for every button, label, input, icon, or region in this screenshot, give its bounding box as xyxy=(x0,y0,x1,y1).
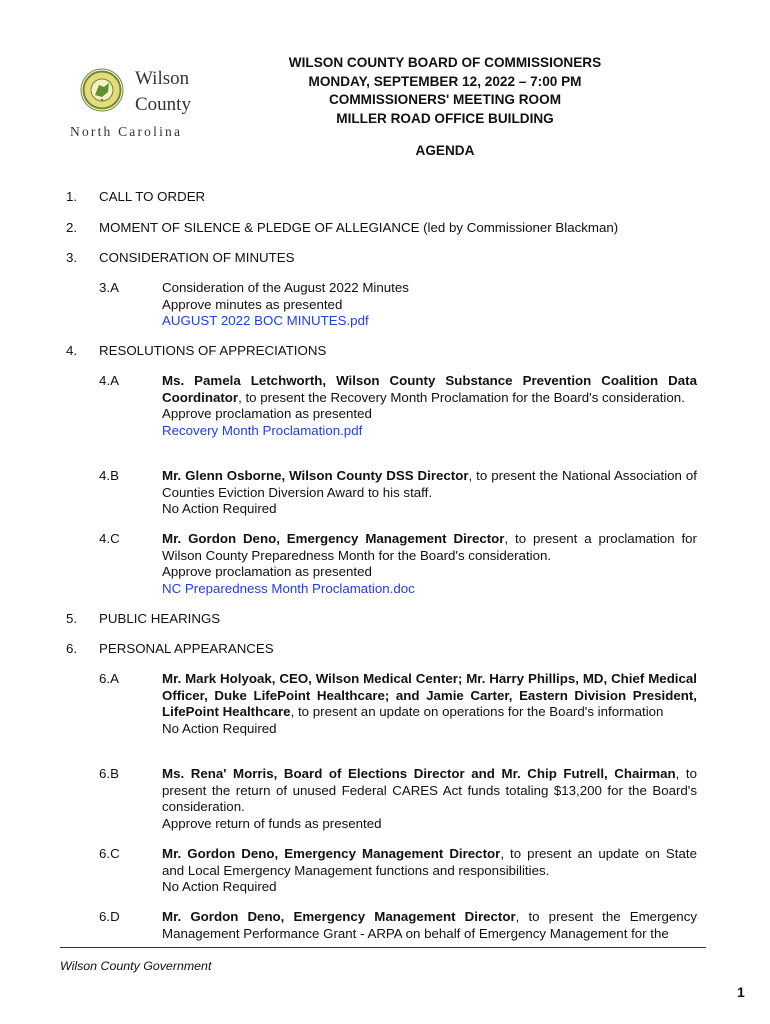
footer-text: Wilson County Government xyxy=(60,959,212,973)
presenter-name: Ms. Rena' Morris, Board of Elections Director and Mr. Chip Futrell, Chairman xyxy=(162,766,676,781)
logo-word-county: County xyxy=(135,94,191,115)
subitem-body xyxy=(162,468,697,518)
subitem-body xyxy=(162,280,697,330)
subitem-number: 4.B xyxy=(99,468,119,483)
subitem-description xyxy=(162,766,697,816)
subitem-action: Approve minutes as presented xyxy=(162,296,343,312)
presenter-name: Mr. Gordon Deno, Emergency Management Director xyxy=(162,531,505,546)
subitem-purpose: , to present the return of unused Federal CARES Act funds totaling $13,200 for the Board's consideration. xyxy=(162,766,697,815)
subitem-action: Approve proclamation as presented xyxy=(162,564,372,580)
subitem-number: 4.C xyxy=(99,531,120,546)
county-logo xyxy=(70,62,220,144)
subitem-number: 6.D xyxy=(99,909,120,924)
subitem-purpose: , to present the Emergency Management Performance Grant - ARPA on behalf of Emergency Management for the xyxy=(162,909,697,941)
item-number: 4. xyxy=(66,343,78,358)
subitem-description xyxy=(162,671,697,721)
item-title: PUBLIC HEARINGS xyxy=(99,611,221,626)
subitem-body xyxy=(162,671,697,737)
header-building: MILLER ROAD OFFICE BUILDING xyxy=(336,110,554,126)
logo-word-wilson: Wilson xyxy=(135,68,190,89)
item-title: MOMENT OF SILENCE & PLEDGE OF ALLEGIANCE (led by Commissioner Blackman) xyxy=(99,220,619,235)
subitem-action: Approve return of funds as presented xyxy=(162,815,382,831)
item-number: 6. xyxy=(66,641,78,656)
subitem-action: Approve proclamation as presented xyxy=(162,406,372,422)
subitem-number: 6.A xyxy=(99,671,119,686)
header-board-name: WILSON COUNTY BOARD OF COMMISSIONERS xyxy=(288,55,602,70)
subitem-action: No Action Required xyxy=(162,879,277,895)
logo-state: North Carolina xyxy=(70,124,183,139)
subitem-body xyxy=(162,766,697,832)
subitem-description xyxy=(162,909,697,942)
subitem-action: No Action Required xyxy=(162,501,277,517)
subitem-text: Consideration of the August 2022 Minutes xyxy=(162,280,409,295)
item-number: 5. xyxy=(66,611,78,626)
attachment-link[interactable]: Recovery Month Proclamation.pdf xyxy=(162,422,363,438)
agenda-title: AGENDA xyxy=(415,143,475,158)
subitem-number: 4.A xyxy=(99,373,119,388)
subitem-action: No Action Required xyxy=(162,720,277,736)
meeting-header xyxy=(220,54,670,128)
subitem-description xyxy=(162,373,697,406)
item-title: CALL TO ORDER xyxy=(99,189,206,204)
page-number: 1 xyxy=(737,984,745,1000)
footer-divider xyxy=(60,947,706,948)
item-title: CONSIDERATION OF MINUTES xyxy=(99,250,295,265)
subitem-purpose: , to present an update on State and Local Emergency Management functions and responsibilities. xyxy=(162,846,697,878)
subitem-purpose: , to present a proclamation for Wilson County Preparedness Month for the Board's consideration. xyxy=(162,531,697,563)
subitem-number: 6.B xyxy=(99,766,119,781)
subitem-body xyxy=(162,373,697,439)
attachment-link[interactable]: NC Preparedness Month Proclamation.doc xyxy=(162,580,415,596)
item-number: 2. xyxy=(66,220,78,235)
subitem-body xyxy=(162,531,697,597)
item-number: 1. xyxy=(66,189,78,204)
subitem-description xyxy=(162,846,697,879)
subitem-purpose: , to present the National Association of Counties Eviction Diversion Award to his staff. xyxy=(162,468,697,500)
subitem-number: 3.A xyxy=(99,280,119,295)
item-title: PERSONAL APPEARANCES xyxy=(99,641,274,656)
presenter-name: Mr. Mark Holyoak, CEO, Wilson Medical Center; Mr. Harry Phillips, MD, Chief Medical Officer, Duke LifePoint Healthcare; and Jamie Carter, Eastern Division President, LifePoint Healthcare xyxy=(162,671,697,720)
subitem-body xyxy=(162,909,697,942)
header-room: COMMISSIONERS' MEETING ROOM xyxy=(328,92,562,107)
subitem-body xyxy=(162,846,697,896)
presenter-name: Mr. Gordon Deno, Emergency Management Director xyxy=(162,909,516,924)
presenter-name: Mr. Gordon Deno, Emergency Management Director xyxy=(162,846,501,861)
presenter-name: Ms. Pamela Letchworth, Wilson County Substance Prevention Coalition Data Coordinator xyxy=(162,373,697,405)
subitem-description xyxy=(162,468,697,501)
subitem-purpose: , to present an update on operations for the Board's information xyxy=(290,704,664,720)
header-date-time: MONDAY, SEPTEMBER 12, 2022 – 7:00 PM xyxy=(308,73,582,89)
attachment-link[interactable]: AUGUST 2022 BOC MINUTES.pdf xyxy=(162,313,369,329)
item-title: RESOLUTIONS OF APPRECIATIONS xyxy=(99,343,327,358)
county-seal-icon xyxy=(80,68,124,112)
item-number: 3. xyxy=(66,250,78,265)
presenter-name: Mr. Glenn Osborne, Wilson County DSS Director xyxy=(162,468,469,483)
subitem-description xyxy=(162,531,697,564)
subitem-number: 6.C xyxy=(99,846,120,861)
subitem-purpose: , to present the Recovery Month Proclamation for the Board's consideration. xyxy=(238,389,685,405)
